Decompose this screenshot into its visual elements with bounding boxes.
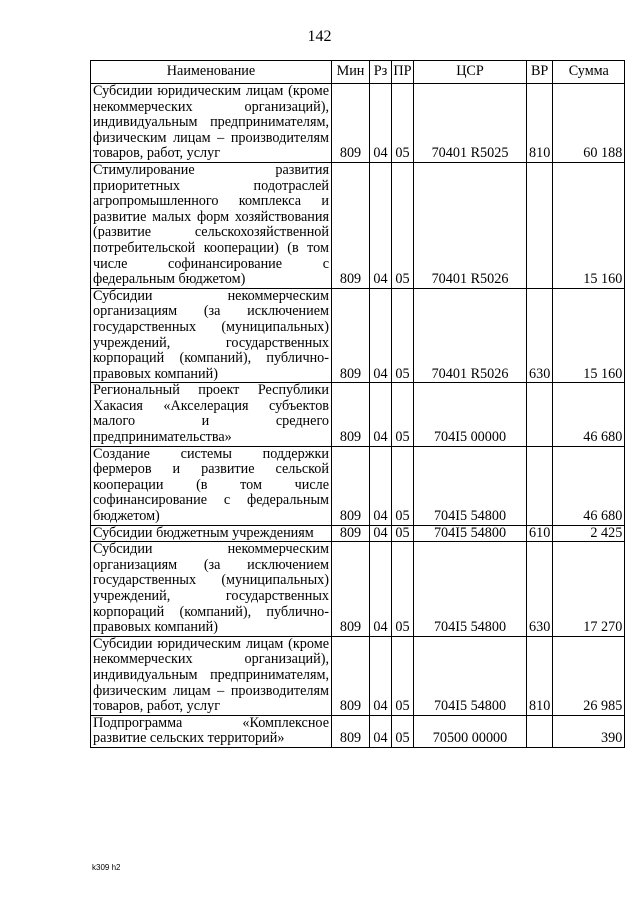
row-sum: 46 680 xyxy=(553,446,625,525)
header-rz: Рз xyxy=(370,61,392,84)
row-pr: 05 xyxy=(392,542,414,637)
row-vr: 810 xyxy=(527,636,553,715)
table-row xyxy=(91,636,625,715)
row-sum: 26 985 xyxy=(553,636,625,715)
row-vr xyxy=(527,446,553,525)
row-pr: 05 xyxy=(392,715,414,747)
table-row xyxy=(91,288,625,383)
row-min: 809 xyxy=(332,383,370,446)
row-pr: 05 xyxy=(392,162,414,288)
row-pr: 05 xyxy=(392,446,414,525)
row-sum: 15 160 xyxy=(553,162,625,288)
row-min: 809 xyxy=(332,84,370,163)
row-name: Региональный проект Республики Хакасия «Акселерация субъектов малого и среднего предпринимательства» xyxy=(91,383,332,446)
row-csr: 70401 R5026 xyxy=(414,162,527,288)
table-row xyxy=(91,525,625,542)
row-min: 809 xyxy=(332,525,370,542)
row-csr: 704I5 54800 xyxy=(414,542,527,637)
row-min: 809 xyxy=(332,636,370,715)
table-row xyxy=(91,446,625,525)
row-csr: 704I5 54800 xyxy=(414,636,527,715)
table-row xyxy=(91,383,625,446)
header-vr: ВР xyxy=(527,61,553,84)
row-rz: 04 xyxy=(370,715,392,747)
page-number: 142 xyxy=(307,28,332,45)
row-rz: 04 xyxy=(370,542,392,637)
row-pr: 05 xyxy=(392,84,414,163)
budget-table xyxy=(90,60,625,748)
header-sum: Сумма xyxy=(553,61,625,84)
row-name: Субсидии юридическим лицам (кроме некоммерческих организаций), индивидуальным предпринимателям, физическим лицам – производителям товаров, работ, услуг xyxy=(91,636,332,715)
row-vr: 810 xyxy=(527,84,553,163)
row-pr: 05 xyxy=(392,636,414,715)
row-vr xyxy=(527,715,553,747)
row-pr: 05 xyxy=(392,525,414,542)
row-min: 809 xyxy=(332,446,370,525)
row-min: 809 xyxy=(332,715,370,747)
row-rz: 04 xyxy=(370,288,392,383)
row-csr: 70401 R5025 xyxy=(414,84,527,163)
footer-code: k309 h2 xyxy=(92,863,121,872)
row-rz: 04 xyxy=(370,525,392,542)
row-vr xyxy=(527,162,553,288)
header-min: Мин xyxy=(332,61,370,84)
row-vr xyxy=(527,383,553,446)
row-csr: 704I5 54800 xyxy=(414,446,527,525)
row-min: 809 xyxy=(332,288,370,383)
row-sum: 60 188 xyxy=(553,84,625,163)
row-vr: 610 xyxy=(527,525,553,542)
row-vr: 630 xyxy=(527,542,553,637)
row-rz: 04 xyxy=(370,636,392,715)
row-sum: 17 270 xyxy=(553,542,625,637)
row-vr: 630 xyxy=(527,288,553,383)
row-csr: 70500 00000 xyxy=(414,715,527,747)
row-name: Субсидии некоммерческим организациям (за исключением государственных (муниципальных) учреждений, государственных корпораций (компаний), публично-правовых компаний) xyxy=(91,542,332,637)
row-pr: 05 xyxy=(392,383,414,446)
header-name: Наименование xyxy=(91,61,332,84)
row-name: Субсидии некоммерческим организациям (за исключением государственных (муниципальных) учреждений, государственных корпораций (компаний), публично-правовых компаний) xyxy=(91,288,332,383)
row-rz: 04 xyxy=(370,162,392,288)
row-sum: 46 680 xyxy=(553,383,625,446)
row-name: Субсидии бюджетным учреждениям xyxy=(91,525,332,542)
table-row xyxy=(91,715,625,747)
row-name: Подпрограмма «Комплексное развитие сельских территорий» xyxy=(91,715,332,747)
table-row xyxy=(91,542,625,637)
row-rz: 04 xyxy=(370,446,392,525)
row-name: Стимулирование развития приоритетных подотраслей агропромышленного комплекса и развитие малых форм хозяйствования (развитие сельскохозяйственной потребительской кооперации) (в том числе софинансирование с федеральным бюджетом) xyxy=(91,162,332,288)
row-rz: 04 xyxy=(370,383,392,446)
row-sum: 390 xyxy=(553,715,625,747)
header-pr: ПР xyxy=(392,61,414,84)
row-csr: 704I5 54800 xyxy=(414,525,527,542)
row-rz: 04 xyxy=(370,84,392,163)
row-sum: 15 160 xyxy=(553,288,625,383)
table-row xyxy=(91,162,625,288)
table-header-row xyxy=(91,61,625,84)
row-sum: 2 425 xyxy=(553,525,625,542)
row-name: Создание системы поддержки фермеров и развитие сельской кооперации (в том числе софинансирование с федеральным бюджетом) xyxy=(91,446,332,525)
header-csr: ЦСР xyxy=(414,61,527,84)
row-csr: 70401 R5026 xyxy=(414,288,527,383)
row-min: 809 xyxy=(332,162,370,288)
row-pr: 05 xyxy=(392,288,414,383)
row-csr: 704I5 00000 xyxy=(414,383,527,446)
table-row xyxy=(91,84,625,163)
row-min: 809 xyxy=(332,542,370,637)
row-name: Субсидии юридическим лицам (кроме некоммерческих организаций), индивидуальным предпринимателям, физическим лицам – производителям товаров, работ, услуг xyxy=(91,84,332,163)
